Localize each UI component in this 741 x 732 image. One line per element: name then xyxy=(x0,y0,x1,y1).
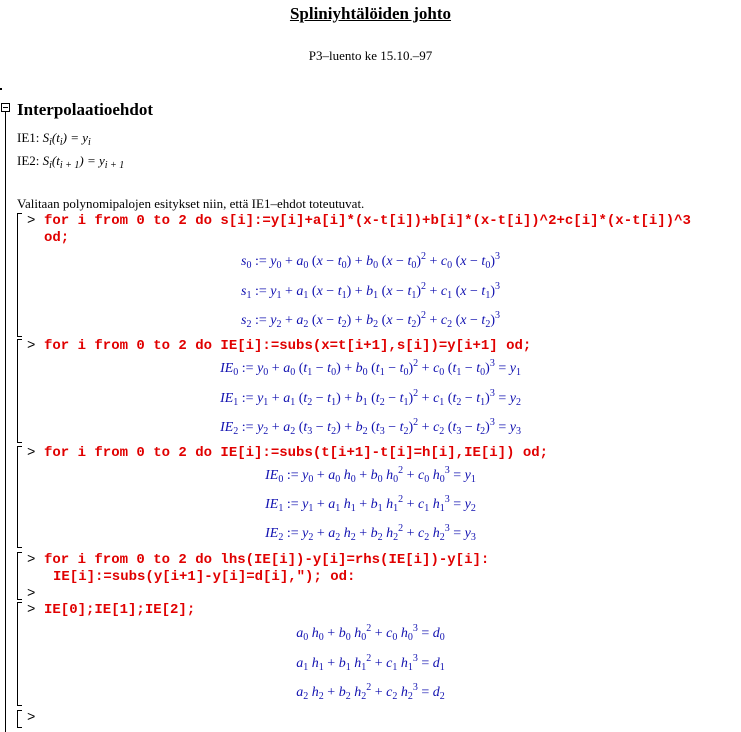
output-ie1-b: $IE_1$ := $y_1 + a_1$ $h_1 + b_1$ $h_1^2 + c_1$ $h_1^3 = y_2$ xyxy=(265,494,476,514)
output-eq0: $a_0$ $h_0 + b_0$ $h_0^2 + c_0$ $h_0^3 = d_0$ xyxy=(296,623,445,643)
document-title: Spliniyhtälöiden johto xyxy=(289,4,452,23)
input-prompt: > xyxy=(27,445,36,461)
command-input-4-cont[interactable]: IE[i]:=subs(y[i+1]-y[i]=d[i],"); od: xyxy=(53,569,356,585)
output-s0: $s_0$ := $y_0 + a_0$ $(x - t_0) + b_0$ $(x - t_0)^2 + c_0$ $(x - t_0)^3$ xyxy=(241,251,500,271)
output-s2: $s_2$ := $y_2 + a_2$ $(x - t_2) + b_2$ $(x - t_2)^2 + c_2$ $(x - t_2)^3$ xyxy=(241,310,500,330)
command-input-2[interactable]: for i from 0 to 2 do IE[i]:=subs(x=t[i+1],s[i])=y[i+1] od; xyxy=(44,338,532,354)
ie1-label: IE1: xyxy=(17,130,40,145)
output-ie1-a: $IE_1$ := $y_1 + a_1$ $(t_2 - t_1) + b_1$ $(t_2 - t_1)^2 + c_1$ $(t_2 - t_1)^3 = y_2$ xyxy=(220,388,521,408)
output-eq1: $a_1$ $h_1 + b_1$ $h_1^2 + c_1$ $h_1^3 = d_1$ xyxy=(296,653,445,673)
execution-group-4[interactable] xyxy=(17,552,22,600)
input-prompt: > xyxy=(27,602,36,618)
output-ie2-a: $IE_2$ := $y_2 + a_2$ $(t_3 - t_2) + b_2$ $(t_3 - t_2)^2 + c_2$ $(t_3 - t_2)^3 = y_3$ xyxy=(220,417,521,437)
output-eq2: $a_2$ $h_2 + b_2$ $h_2^2 + c_2$ $h_2^3 = d_2$ xyxy=(296,682,445,702)
command-input-3[interactable]: for i from 0 to 2 do IE[i]:=subs(t[i+1]-t[i]=h[i],IE[i]) od; xyxy=(44,445,549,461)
output-ie0-a: $IE_0$ := $y_0 + a_0$ $(t_1 - t_0) + b_0$ $(t_1 - t_0)^2 + c_0$ $(t_1 - t_0)^3 = y_1$ xyxy=(220,358,521,378)
ie2-formula: $S_i(t_{i + 1}) = y_{i + 1}$ xyxy=(42,153,125,171)
command-input-5[interactable]: IE[0];IE[1];IE[2]; xyxy=(44,602,196,618)
command-input-4[interactable]: for i from 0 to 2 do lhs(IE[i])-y[i]=rhs(IE[i])-y[i]: xyxy=(44,552,490,568)
section-heading[interactable]: Interpolaatioehdot xyxy=(17,100,153,119)
input-prompt: > xyxy=(27,586,36,602)
section-collapse-toggle[interactable] xyxy=(1,103,10,112)
intro-text: Valitaan polynomipalojen esitykset niin, että IE1–ehdot toteutuvat. xyxy=(17,196,365,211)
input-prompt: > xyxy=(27,552,36,568)
command-input-1-cont[interactable]: od; xyxy=(44,230,70,246)
output-ie2-b: $IE_2$ := $y_2 + a_2$ $h_2 + b_2$ $h_2^2 + c_2$ $h_2^3 = y_3$ xyxy=(265,523,476,543)
command-input-1[interactable]: for i from 0 to 2 do s[i]:=y[i]+a[i]*(x-t[i])+b[i]*(x-t[i])^2+c[i]*(x-t[i])^3 xyxy=(44,213,691,229)
input-prompt[interactable]: > xyxy=(27,710,36,726)
ie1-definition xyxy=(17,130,91,146)
ie2-definition xyxy=(17,153,124,169)
execution-group-6[interactable] xyxy=(17,710,22,728)
input-prompt: > xyxy=(27,213,36,229)
input-prompt: > xyxy=(27,338,36,354)
cursor-marker xyxy=(0,88,2,90)
document-subtitle: P3–luento ke 15.10.–97 xyxy=(308,48,433,63)
ie1-formula: $S_i(t_i) = y_i$ xyxy=(42,130,91,148)
output-s1: $s_1$ := $y_1 + a_1$ $(x - t_1) + b_1$ $(x - t_1)^2 + c_1$ $(x - t_1)^3$ xyxy=(241,281,500,301)
ie2-label: IE2: xyxy=(17,153,40,168)
output-ie0-b: $IE_0$ := $y_0 + a_0$ $h_0 + b_0$ $h_0^2 + c_0$ $h_0^3 = y_1$ xyxy=(265,465,476,485)
